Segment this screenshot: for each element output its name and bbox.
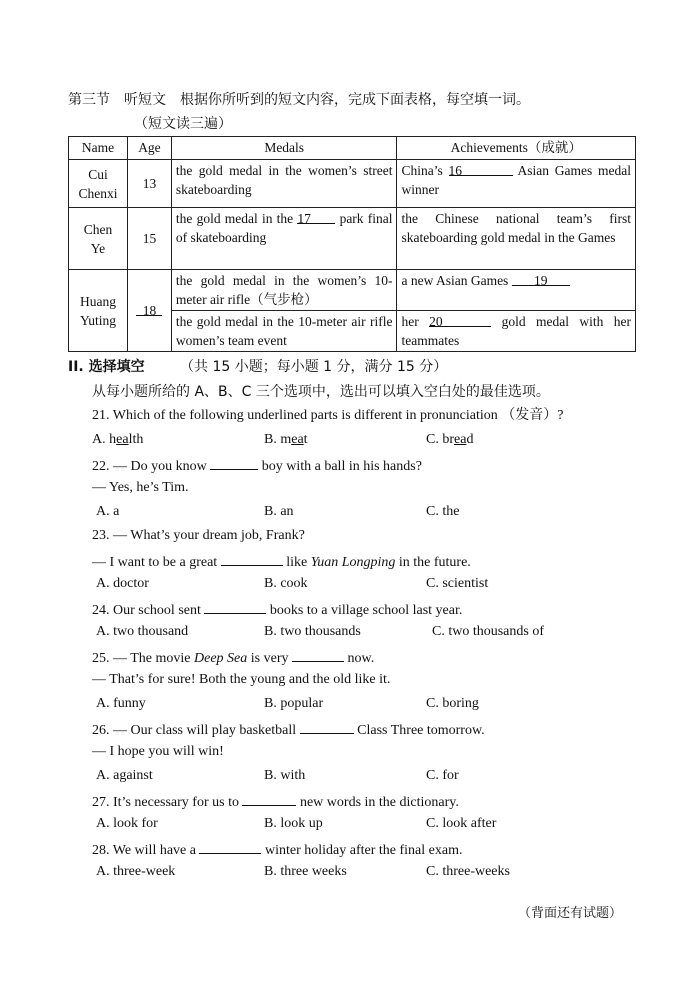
q25-option-a[interactable]: A. funny [96, 696, 146, 711]
q27-line1: 27. It’s necessary for us to new words in the dictionary. [92, 791, 459, 812]
q27-option-c[interactable]: C. look after [426, 816, 497, 831]
row3-medal-b: the gold medal in the 10-meter air rifle women’s team event [171, 311, 397, 352]
header-medals: Medals [171, 137, 397, 160]
q25-line1: 25. — The movie Deep Sea is very now. [92, 647, 374, 668]
row1-name: Cui Chenxi [69, 160, 128, 208]
q28-option-c[interactable]: C. three-weeks [426, 864, 510, 879]
row3-achievement-a: a new Asian Games 19 [397, 270, 636, 311]
row1-medal: the gold medal in the women’s street skateboarding [171, 160, 397, 208]
header-age: Age [127, 137, 171, 160]
q28-blank [199, 839, 261, 854]
q28-option-a[interactable]: A. three-week [96, 864, 176, 879]
blank-20[interactable]: 20 [429, 312, 491, 327]
q22-option-a[interactable]: A. a [96, 504, 120, 519]
q28-option-b[interactable]: B. three weeks [264, 864, 347, 879]
q26-option-c[interactable]: C. for [426, 768, 459, 783]
q27-blank [242, 791, 296, 806]
q25-option-c[interactable]: C. boring [426, 696, 479, 711]
header-achievements: Achievements（成就） [397, 137, 636, 160]
q26-blank [300, 719, 354, 734]
q23-line1: 23. — What’s your dream job, Frank? [92, 528, 305, 543]
q22-option-c[interactable]: C. the [426, 504, 460, 519]
q26-option-a[interactable]: A. against [96, 768, 153, 783]
row3-age [127, 270, 171, 352]
q27-option-a[interactable]: A. look for [96, 816, 158, 831]
page-footer: （背面还有试题） [518, 906, 623, 921]
row2-achievement: the Chinese national team’s first skateboarding gold medal in the Games [397, 208, 636, 270]
q23-blank [221, 551, 283, 566]
q21-option-c[interactable]: C. bread [426, 432, 474, 447]
q26-line1: 26. — Our class will play basketball Class Three tomorrow. [92, 719, 485, 740]
q24-option-a[interactable]: A. two thousand [96, 624, 189, 639]
row2-medal: the gold medal in the 17 park final of skateboarding [171, 208, 397, 270]
q25-blank [292, 647, 344, 662]
row3-name: Huang Yuting [69, 270, 128, 352]
blank-18[interactable]: 18 [136, 301, 162, 316]
header-name: Name [69, 137, 128, 160]
section3-subnote: （短文读三遍） [134, 116, 232, 132]
part2-title: II. 选择填空 [68, 359, 145, 375]
q23-option-a[interactable]: A. doctor [96, 576, 149, 591]
listening-table [68, 136, 636, 352]
q28-line1: 28. We will have a winter holiday after the final exam. [92, 839, 462, 860]
q21-option-b[interactable]: B. meat [264, 432, 308, 447]
q23-option-b[interactable]: B. cook [264, 576, 308, 591]
row1-achievement: China’s 16 Asian Games medal winner [397, 160, 636, 208]
row3-medal-a: the gold medal in the women’s 10-meter air rifle（气步枪） [171, 270, 397, 311]
q25-option-b[interactable]: B. popular [264, 696, 324, 711]
row2-name: Chen Ye [69, 208, 128, 270]
q21-stem: 21. Which of the following underlined parts is different in pronunciation （发音）? [92, 408, 564, 423]
q22-line2: — Yes, he’s Tim. [92, 480, 189, 495]
q21-option-a[interactable]: A. health [92, 432, 144, 447]
row2-age: 15 [127, 208, 171, 270]
q23-option-c[interactable]: C. scientist [426, 576, 489, 591]
q25-line2: — That’s for sure! Both the young and the old like it. [92, 672, 391, 687]
q24-option-b[interactable]: B. two thousands [264, 624, 361, 639]
q22-blank [210, 455, 258, 470]
q27-option-b[interactable]: B. look up [264, 816, 323, 831]
section3-heading: 第三节 听短文 根据你所听到的短文内容，完成下面表格，每空填一词。 [68, 92, 530, 108]
q22-line1: 22. — Do you know boy with a ball in his hands? [92, 455, 422, 476]
q26-line2: — I hope you will win! [92, 744, 224, 759]
q24-blank [204, 599, 266, 614]
q22-option-b[interactable]: B. an [264, 504, 294, 519]
blank-19[interactable]: 19 [512, 271, 570, 286]
blank-17[interactable]: 17 [297, 209, 335, 224]
q26-option-b[interactable]: B. with [264, 768, 306, 783]
row1-age: 13 [127, 160, 171, 208]
q23-line2: — I want to be a great like Yuan Longping in the future. [92, 551, 471, 572]
table-header-row [69, 137, 636, 160]
blank-16[interactable]: 16 [449, 161, 513, 176]
part2-score: （共 15 小题；每小题 1 分，满分 15 分） [180, 359, 448, 375]
table-row [69, 160, 636, 208]
table-row [69, 270, 636, 311]
table-row [69, 208, 636, 270]
q24-line1: 24. Our school sent books to a village school last year. [92, 599, 462, 620]
row3-achievement-b: her 20 gold medal with her teammates [397, 311, 636, 352]
q24-option-c[interactable]: C. two thousands of [432, 624, 544, 639]
part2-instruction: 从每小题所给的 A、B、C 三个选项中，选出可以填入空白处的最佳选项。 [92, 384, 550, 400]
